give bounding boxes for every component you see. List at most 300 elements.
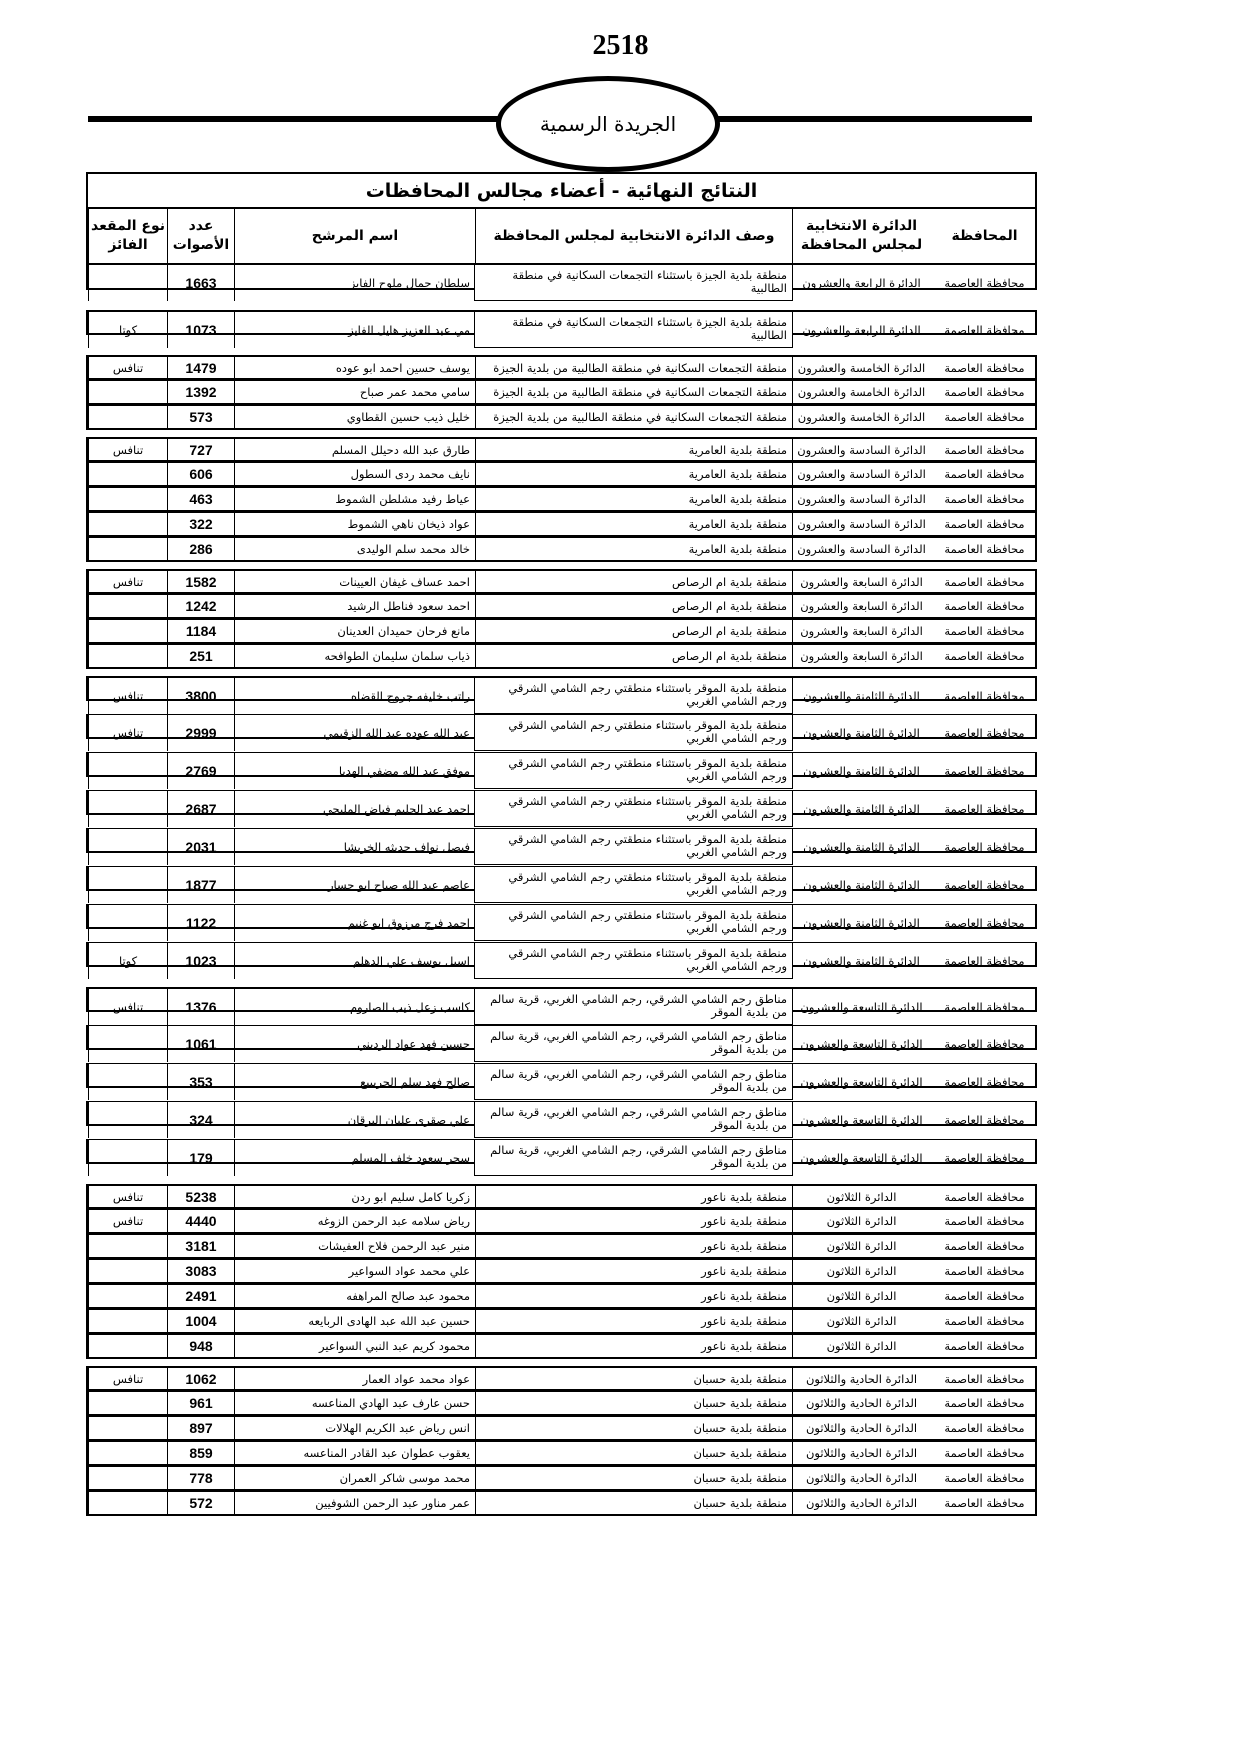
candidate-name-cell: خالد محمد سلم الوليدى	[234, 538, 475, 560]
candidate-name-cell: رياض سلامه عبد الرحمن الزوغه	[234, 1210, 475, 1232]
district-description-cell: منطقة بلدية ام الرصاص	[475, 645, 792, 667]
district-cell: الدائرة التاسعة والعشرون	[792, 1102, 930, 1138]
votes-cell: 179	[167, 1140, 234, 1176]
seat-type-cell	[88, 620, 167, 642]
row-group	[86, 676, 1037, 980]
district-cell: الدائرة السادسة والعشرون	[792, 463, 930, 485]
district-description-cell: منطقة بلدية الموقر باستثناء منطقتي رجم الشامي الشرقي ورجم الشامي الغربي	[474, 791, 793, 827]
governorate-cell: محافظة العاصمة	[944, 624, 1025, 638]
results-table	[86, 172, 1037, 1516]
district-cell: الدائرة السابعة والعشرون	[792, 571, 930, 592]
candidate-name-cell: عواد ذيخان ناهي الشموط	[234, 513, 475, 535]
table-row	[86, 437, 1037, 462]
seat-type-cell	[88, 463, 167, 485]
candidate-name-cell: طارق عبد الله دحيلل المسلم	[234, 439, 475, 460]
table-row	[86, 310, 1037, 348]
seat-type-cell	[88, 1140, 167, 1176]
district-description-cell: منطقة بلدية ناعور	[475, 1335, 792, 1357]
votes-cell: 573	[167, 406, 234, 428]
table-row	[86, 1441, 1037, 1466]
candidate-name-cell: صالح فهد سلم الجريبيع	[234, 1064, 475, 1100]
governorate-cell: محافظة العاصمة	[944, 954, 1025, 968]
district-cell: الدائرة الثلاثون	[792, 1260, 930, 1282]
seat-type-cell: تنافس	[88, 1186, 167, 1207]
row-group	[86, 265, 1037, 303]
candidate-name-cell: محمود عبد صالح المراهفه	[234, 1285, 475, 1307]
governorate-cell: محافظة العاصمة	[944, 689, 1025, 703]
table-row	[86, 569, 1037, 594]
table-row	[86, 1466, 1037, 1491]
votes-cell: 1184	[167, 620, 234, 642]
votes-cell: 1242	[167, 595, 234, 617]
table-row	[86, 752, 1037, 790]
district-description-cell: منطقة بلدية الموقر باستثناء منطقتي رجم الشامي الشرقي ورجم الشامي الغربي	[474, 715, 793, 751]
candidate-name-cell: محمود كريم عبد النبي السواعير	[234, 1335, 475, 1357]
seat-type-cell	[88, 905, 167, 941]
votes-cell: 3800	[167, 678, 234, 714]
candidate-name-cell: حسين فهد عواد الرديني	[234, 1026, 475, 1062]
table-row	[86, 1416, 1037, 1441]
district-description-cell: مناطق رجم الشامي الشرقي، رجم الشامي الغربي، قرية سالم من بلدية الموقر	[474, 1064, 793, 1100]
votes-cell: 1582	[167, 571, 234, 592]
governorate-cell: محافظة العاصمة	[944, 1421, 1025, 1435]
district-cell: الدائرة الخامسة والعشرون	[792, 381, 930, 403]
candidate-name-cell: عواد محمد عواد العمار	[234, 1368, 475, 1389]
candidate-name-cell: احمد عساف غيفان العيينات	[234, 571, 475, 592]
votes-cell: 1023	[167, 943, 234, 979]
votes-cell: 572	[167, 1492, 234, 1514]
seat-type-cell	[88, 829, 167, 865]
district-cell: الدائرة الخامسة والعشرون	[792, 357, 930, 378]
votes-cell: 2687	[167, 791, 234, 827]
candidate-name-cell: عبد الله عوده عبد الله الزقيمي	[234, 715, 475, 751]
table-row	[86, 1139, 1037, 1177]
seat-type-cell	[88, 791, 167, 827]
district-description-cell: منطقة بلدية ناعور	[475, 1210, 792, 1232]
governorate-cell: محافظة العاصمة	[944, 1496, 1025, 1510]
table-row	[86, 1366, 1037, 1391]
header-governorate: المحافظة	[951, 227, 1018, 244]
masthead-title: الجريدة الرسمية	[539, 112, 677, 136]
district-description-cell: منطقة بلدية ناعور	[475, 1260, 792, 1282]
district-description-cell: مناطق رجم الشامي الشرقي، رجم الشامي الغربي، قرية سالم من بلدية الموقر	[474, 1102, 793, 1138]
votes-cell: 2999	[167, 715, 234, 751]
district-cell: الدائرة الثامنة والعشرون	[792, 791, 930, 827]
district-cell: الدائرة السادسة والعشرون	[792, 538, 930, 560]
seat-type-cell	[88, 867, 167, 903]
table-row	[86, 866, 1037, 904]
district-cell: الدائرة الثامنة والعشرون	[792, 715, 930, 751]
table-row	[86, 1491, 1037, 1516]
governorate-cell: محافظة العاصمة	[944, 802, 1025, 816]
table-row	[86, 405, 1037, 430]
district-description-cell: منطقة بلدية العامرية	[475, 538, 792, 560]
district-description-cell: منطقة بلدية حسبان	[475, 1442, 792, 1464]
seat-type-cell	[88, 1492, 167, 1514]
district-cell: الدائرة السابعة والعشرون	[792, 595, 930, 617]
governorate-cell: محافظة العاصمة	[944, 649, 1025, 663]
district-description-cell: منطقة بلدية الموقر باستثناء منطقتي رجم الشامي الشرقي ورجم الشامي الغربي	[474, 753, 793, 789]
seat-type-cell: تنافس	[88, 357, 167, 378]
seat-type-cell	[88, 1285, 167, 1307]
candidate-name-cell: مانع فرحان حميدان العدينان	[234, 620, 475, 642]
votes-cell: 3181	[167, 1235, 234, 1257]
candidate-name-cell: علي محمد عواد السواعير	[234, 1260, 475, 1282]
district-description-cell: منطقة بلدية الجيزة باستثناء التجمعات السكانية في منطقة الطالبية	[474, 265, 793, 301]
district-cell: الدائرة الحادية والثلاثون	[792, 1492, 930, 1514]
district-cell: الدائرة التاسعة والعشرون	[792, 1026, 930, 1062]
masthead-rule-right	[700, 116, 1032, 122]
governorate-cell: محافظة العاصمة	[944, 360, 1025, 375]
district-cell: الدائرة الثامنة والعشرون	[792, 905, 930, 941]
seat-type-cell	[88, 1260, 167, 1282]
governorate-cell: محافظة العاصمة	[944, 1371, 1025, 1386]
candidate-name-cell: خليل ذيب حسين القطاوي	[234, 406, 475, 428]
district-cell: الدائرة الحادية والثلاثون	[792, 1392, 930, 1414]
district-description-cell: منطقة بلدية ناعور	[475, 1235, 792, 1257]
votes-cell: 463	[167, 488, 234, 510]
votes-cell: 1376	[167, 989, 234, 1025]
district-description-cell: منطقة بلدية ناعور	[475, 1310, 792, 1332]
district-description-cell: منطقة بلدية حسبان	[475, 1368, 792, 1389]
seat-type-cell	[88, 1442, 167, 1464]
table-row	[86, 828, 1037, 866]
district-cell: الدائرة الثامنة والعشرون	[792, 753, 930, 789]
governorate-cell: محافظة العاصمة	[944, 410, 1025, 424]
seat-type-cell	[88, 1335, 167, 1357]
governorate-cell: محافظة العاصمة	[944, 1075, 1025, 1089]
candidate-name-cell: حسين عبد الله عبد الهادى الربايعه	[234, 1310, 475, 1332]
candidate-name-cell: منير عبد الرحمن فلاح العفيشات	[234, 1235, 475, 1257]
district-description-cell: منطقة بلدية ناعور	[475, 1186, 792, 1207]
votes-cell: 778	[167, 1467, 234, 1489]
district-description-cell: منطقة بلدية حسبان	[475, 1417, 792, 1439]
governorate-cell: محافظة العاصمة	[944, 1151, 1025, 1165]
governorate-cell: محافظة العاصمة	[944, 1189, 1025, 1204]
votes-cell: 1479	[167, 357, 234, 378]
seat-type-cell: تنافس	[88, 1368, 167, 1389]
table-row	[86, 676, 1037, 714]
table-row	[86, 644, 1037, 669]
district-cell: الدائرة الحادية والثلاثون	[792, 1368, 930, 1389]
table-row	[86, 1284, 1037, 1309]
table-row	[86, 594, 1037, 619]
votes-cell: 5238	[167, 1186, 234, 1207]
candidate-name-cell: محمد موسى شاكر العمران	[234, 1467, 475, 1489]
seat-type-cell	[88, 488, 167, 510]
district-cell: الدائرة الثامنة والعشرون	[792, 829, 930, 865]
row-group	[86, 1366, 1037, 1516]
row-group	[86, 437, 1037, 562]
table-row	[86, 1101, 1037, 1139]
table-row	[86, 1234, 1037, 1259]
district-description-cell: منطقة بلدية الموقر باستثناء منطقتي رجم الشامي الشرقي ورجم الشامي الغربي	[474, 678, 793, 714]
votes-cell: 727	[167, 439, 234, 460]
votes-cell: 286	[167, 538, 234, 560]
governorate-cell: محافظة العاصمة	[944, 1446, 1025, 1460]
district-description-cell: منطقة بلدية العامرية	[475, 488, 792, 510]
district-description-cell: منطقة بلدية حسبان	[475, 1392, 792, 1414]
seat-type-cell: تنافس	[88, 1210, 167, 1232]
governorate-cell: محافظة العاصمة	[944, 1339, 1025, 1353]
table-row	[86, 1209, 1037, 1234]
table-row	[86, 790, 1037, 828]
seat-type-cell	[88, 265, 167, 301]
district-cell: الدائرة السادسة والعشرون	[792, 439, 930, 460]
candidate-name-cell: احمد عبد الحليم فياض المليحي	[234, 791, 475, 827]
candidate-name-cell: موفق عبد الله مضفي الهدبا	[234, 753, 475, 789]
votes-cell: 1663	[167, 265, 234, 301]
candidate-name-cell: نايف محمد ردى السطول	[234, 463, 475, 485]
votes-cell: 1062	[167, 1368, 234, 1389]
seat-type-cell: تنافس	[88, 989, 167, 1025]
votes-cell: 1004	[167, 1310, 234, 1332]
masthead-rule-left	[88, 116, 508, 122]
table-row	[86, 380, 1037, 405]
governorate-cell: محافظة العاصمة	[944, 442, 1025, 457]
votes-cell: 961	[167, 1392, 234, 1414]
votes-cell: 606	[167, 463, 234, 485]
table-row	[86, 537, 1037, 562]
table-row	[86, 1184, 1037, 1209]
governorate-cell: محافظة العاصمة	[944, 878, 1025, 892]
header-candidate: اسم المرشح	[234, 209, 475, 263]
district-cell: الدائرة الثلاثون	[792, 1235, 930, 1257]
table-row	[86, 942, 1037, 980]
candidate-name-cell: ذياب سلمان سليمان الطوافحه	[234, 645, 475, 667]
district-cell: الدائرة الثلاثون	[792, 1186, 930, 1207]
votes-cell: 2769	[167, 753, 234, 789]
district-description-cell: منطقة بلدية العامرية	[475, 463, 792, 485]
district-description-cell: منطقة بلدية ام الرصاص	[475, 595, 792, 617]
governorate-cell: محافظة العاصمة	[944, 276, 1025, 290]
district-cell: الدائرة الثلاثون	[792, 1310, 930, 1332]
votes-cell: 1073	[167, 312, 234, 348]
votes-cell: 353	[167, 1064, 234, 1100]
candidate-name-cell: كاسب زعل ذيب الصاروم	[234, 989, 475, 1025]
district-cell: الدائرة الثلاثون	[792, 1285, 930, 1307]
seat-type-cell: تنافس	[88, 571, 167, 592]
district-cell: الدائرة الخامسة والعشرون	[792, 406, 930, 428]
candidate-name-cell: سحر سعود خلف المسلم	[234, 1140, 475, 1176]
seat-type-cell	[88, 381, 167, 403]
district-cell: الدائرة السادسة والعشرون	[792, 488, 930, 510]
votes-cell: 324	[167, 1102, 234, 1138]
district-description-cell: منطقة بلدية حسبان	[475, 1492, 792, 1514]
votes-cell: 2031	[167, 829, 234, 865]
district-description-cell: منطقة بلدية ام الرصاص	[475, 571, 792, 592]
table-title: النتائج النهائية - أعضاء مجالس المحافظات	[86, 172, 1037, 209]
district-cell: الدائرة السادسة والعشرون	[792, 513, 930, 535]
seat-type-cell	[88, 538, 167, 560]
candidate-name-cell: حسن عارف عبد الهادي المناعسه	[234, 1392, 475, 1414]
votes-cell: 1061	[167, 1026, 234, 1062]
district-description-cell: منطقة بلدية العامرية	[475, 439, 792, 460]
governorate-cell: محافظة العاصمة	[944, 1000, 1025, 1014]
seat-type-cell	[88, 1467, 167, 1489]
governorate-cell: محافظة العاصمة	[944, 492, 1025, 506]
governorate-cell: محافظة العاصمة	[944, 467, 1025, 481]
district-cell: الدائرة الثلاثون	[792, 1335, 930, 1357]
table-header	[86, 209, 1037, 265]
candidate-name-cell: سلطان جمال ملوح الفايز	[234, 265, 475, 301]
district-description-cell: منطقة بلدية الموقر باستثناء منطقتي رجم الشامي الشرقي ورجم الشامي الغربي	[474, 829, 793, 865]
seat-type-cell: كوتا	[88, 943, 167, 979]
candidate-name-cell: يوسف حسين احمد ابو عوده	[234, 357, 475, 378]
district-description-cell: منطقة بلدية ام الرصاص	[475, 620, 792, 642]
candidate-name-cell: اسيل يوسف علي الدهلم	[234, 943, 475, 979]
candidate-name-cell: يعقوب عطوان عبد القادر المناعسه	[234, 1442, 475, 1464]
seat-type-cell	[88, 1310, 167, 1332]
table-row	[86, 1025, 1037, 1063]
district-description-cell: منطقة بلدية العامرية	[475, 513, 792, 535]
seat-type-cell	[88, 1417, 167, 1439]
governorate-cell: محافظة العاصمة	[944, 574, 1025, 589]
votes-cell: 1122	[167, 905, 234, 941]
header-seat-type: نوع المقعد الفائز	[88, 209, 167, 263]
district-description-cell: مناطق رجم الشامي الشرقي، رجم الشامي الغربي، قرية سالم من بلدية الموقر	[474, 1026, 793, 1062]
candidate-name-cell: فيصل نواف حديثه الخريشا	[234, 829, 475, 865]
table-row	[86, 265, 1037, 303]
district-cell: الدائرة التاسعة والعشرون	[792, 989, 930, 1025]
governorate-cell: محافظة العاصمة	[944, 1471, 1025, 1485]
governorate-cell: محافظة العاصمة	[944, 1264, 1025, 1278]
votes-cell: 322	[167, 513, 234, 535]
seat-type-cell	[88, 1064, 167, 1100]
district-description-cell: منطقة بلدية الموقر باستثناء منطقتي رجم الشامي الشرقي ورجم الشامي الغربي	[474, 867, 793, 903]
table-row	[86, 1391, 1037, 1416]
votes-cell: 251	[167, 645, 234, 667]
candidate-name-cell: مي عبد العزيز هايل الفايز	[234, 312, 475, 348]
table-row	[86, 1259, 1037, 1284]
seat-type-cell: كوتا	[88, 312, 167, 348]
governorate-cell: محافظة العاصمة	[944, 840, 1025, 854]
candidate-name-cell: احمد سعود فناطل الرشيد	[234, 595, 475, 617]
district-description-cell: منطقة بلدية ناعور	[475, 1285, 792, 1307]
district-cell: الدائرة الثامنة والعشرون	[792, 867, 930, 903]
header-district: الدائرة الانتخابية لمجلس المحافظة	[792, 209, 930, 263]
candidate-name-cell: راتب خليفه جروح القضاه	[234, 678, 475, 714]
seat-type-cell	[88, 645, 167, 667]
table-row	[86, 462, 1037, 487]
seat-type-cell	[88, 1026, 167, 1062]
district-cell: الدائرة الرابعة والعشرون	[792, 265, 930, 301]
district-cell: الدائرة الثلاثون	[792, 1210, 930, 1232]
seat-type-cell	[88, 1235, 167, 1257]
governorate-cell: محافظة العاصمة	[944, 764, 1025, 778]
district-cell: الدائرة الثامنة والعشرون	[792, 943, 930, 979]
row-group	[86, 987, 1037, 1177]
seat-type-cell	[88, 753, 167, 789]
row-group	[86, 569, 1037, 669]
candidate-name-cell: احمد فرج مرزوق ابو غنيم	[234, 905, 475, 941]
seat-type-cell	[88, 513, 167, 535]
district-cell: الدائرة التاسعة والعشرون	[792, 1064, 930, 1100]
votes-cell: 3083	[167, 1260, 234, 1282]
district-cell: الدائرة الثامنة والعشرون	[792, 678, 930, 714]
governorate-cell: محافظة العاصمة	[944, 1314, 1025, 1328]
candidate-name-cell: عمر مناور عبد الرحمن الشوفيين	[234, 1492, 475, 1514]
seat-type-cell	[88, 1392, 167, 1414]
candidate-name-cell: عاصم عبد الله صياح ابو جسار	[234, 867, 475, 903]
governorate-cell: محافظة العاصمة	[944, 726, 1025, 740]
governorate-cell: محافظة العاصمة	[944, 599, 1025, 613]
governorate-cell: محافظة العاصمة	[944, 1113, 1025, 1127]
votes-cell: 1877	[167, 867, 234, 903]
votes-cell: 859	[167, 1442, 234, 1464]
district-cell: الدائرة السابعة والعشرون	[792, 645, 930, 667]
governorate-cell: محافظة العاصمة	[944, 1396, 1025, 1410]
governorate-cell: محافظة العاصمة	[944, 385, 1025, 399]
table-row	[86, 1309, 1037, 1334]
table-row	[86, 619, 1037, 644]
header-description: وصف الدائرة الانتخابية لمجلس المحافظة	[475, 209, 792, 263]
district-description-cell: مناطق رجم الشامي الشرقي، رجم الشامي الغربي، قرية سالم من بلدية الموقر	[474, 989, 793, 1025]
table-row	[86, 487, 1037, 512]
table-row	[86, 1063, 1037, 1101]
governorate-cell: محافظة العاصمة	[944, 1289, 1025, 1303]
table-body	[86, 265, 1037, 1516]
candidate-name-cell: زكريا كامل سليم ابو ردن	[234, 1186, 475, 1207]
district-cell: الدائرة الحادية والثلاثون	[792, 1467, 930, 1489]
governorate-cell: محافظة العاصمة	[944, 517, 1025, 531]
district-cell: الدائرة الحادية والثلاثون	[792, 1442, 930, 1464]
district-description-cell: منطقة بلدية الموقر باستثناء منطقتي رجم الشامي الشرقي ورجم الشامي الغربي	[474, 905, 793, 941]
candidate-name-cell: علي صقرى عليان البرقان	[234, 1102, 475, 1138]
governorate-cell: محافظة العاصمة	[944, 542, 1025, 556]
votes-cell: 897	[167, 1417, 234, 1439]
row-group	[86, 355, 1037, 430]
district-description-cell: منطقة التجمعات السكانية في منطقة الطالبية من بلدية الجيزة	[475, 357, 792, 378]
candidate-name-cell: عياط رفيد مشلطن الشموط	[234, 488, 475, 510]
district-cell: الدائرة الرابعة والعشرون	[792, 312, 930, 348]
seat-type-cell	[88, 406, 167, 428]
district-description-cell: منطقة التجمعات السكانية في منطقة الطالبية من بلدية الجيزة	[475, 406, 792, 428]
seat-type-cell	[88, 595, 167, 617]
governorate-cell: محافظة العاصمة	[944, 323, 1025, 337]
district-description-cell: منطقة بلدية حسبان	[475, 1467, 792, 1489]
governorate-cell: محافظة العاصمة	[944, 1214, 1025, 1228]
table-row	[86, 1334, 1037, 1359]
governorate-cell: محافظة العاصمة	[944, 916, 1025, 930]
governorate-cell: محافظة العاصمة	[944, 1037, 1025, 1051]
district-description-cell: منطقة التجمعات السكانية في منطقة الطالبية من بلدية الجيزة	[475, 381, 792, 403]
votes-cell: 4440	[167, 1210, 234, 1232]
seat-type-cell	[88, 1102, 167, 1138]
district-cell: الدائرة السابعة والعشرون	[792, 620, 930, 642]
table-row	[86, 714, 1037, 752]
table-row	[86, 987, 1037, 1025]
votes-cell: 2491	[167, 1285, 234, 1307]
seat-type-cell: تنافس	[88, 439, 167, 460]
district-description-cell: منطقة بلدية الجيزة باستثناء التجمعات السكانية في منطقة الطالبية	[474, 312, 793, 348]
page-number: 2518	[592, 30, 649, 61]
masthead-emblem	[496, 76, 720, 172]
table-row	[86, 355, 1037, 380]
seat-type-cell: تنافس	[88, 715, 167, 751]
header-votes: عدد الأصوات	[167, 209, 234, 263]
seat-type-cell: تنافس	[88, 678, 167, 714]
table-row	[86, 512, 1037, 537]
district-description-cell: منطقة بلدية الموقر باستثناء منطقتي رجم الشامي الشرقي ورجم الشامي الغربي	[474, 943, 793, 979]
candidate-name-cell: سامي محمد عمر صباح	[234, 381, 475, 403]
candidate-name-cell: انس رياض عبد الكريم الهلالات	[234, 1417, 475, 1439]
table-row	[86, 904, 1037, 942]
district-description-cell: مناطق رجم الشامي الشرقي، رجم الشامي الغربي، قرية سالم من بلدية الموقر	[474, 1140, 793, 1176]
votes-cell: 948	[167, 1335, 234, 1357]
governorate-cell: محافظة العاصمة	[944, 1239, 1025, 1253]
district-cell: الدائرة الحادية والثلاثون	[792, 1417, 930, 1439]
